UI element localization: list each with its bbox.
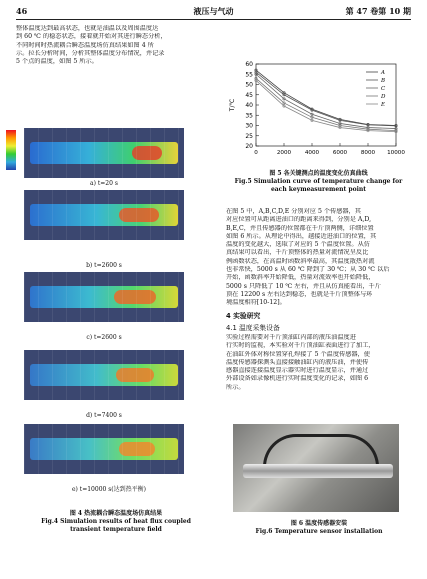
caption-en: each keymeasurement point — [270, 186, 367, 193]
text-line: 不同时间时热流耦合瞬态温度场仿真结果如图 4 所 — [16, 41, 154, 49]
text-line: 温度传感器探测头直接接触油缸内的液压油，并使传 — [226, 358, 369, 366]
text-line: 所示。 — [226, 383, 245, 391]
y-tick-label: 45 — [245, 91, 253, 99]
text-line: 例函数状态，在高温时函数斜率最高，其温度散热对流 — [226, 257, 375, 265]
subcaption-e: e) t=10000 s(达到热平衡) — [72, 486, 146, 493]
y-tick-label: 40 — [245, 102, 253, 109]
caption-cn: 图 4 热流耦合瞬态温度场仿真结果 — [69, 510, 163, 517]
y-tick-label: 30 — [245, 122, 253, 130]
text-line: 如图 6 所示。从理论中得出，越接近进油口的位置，其 — [226, 232, 377, 240]
text-line: 行实时的监视，本实验对千斤顶油缸表面进行了加工， — [226, 342, 375, 350]
text-line: 开始，函数斜率开始降低，热量对流效率也开始降低， — [226, 274, 375, 282]
journal-name: 液压与气动 — [193, 6, 234, 16]
text-line: 外部设备如录像机进行实时温度变化的记录，如图 6 — [226, 375, 369, 383]
text-line: 5 个点的温度，如图 5 所示。 — [16, 58, 98, 66]
legend-label: E — [381, 102, 386, 108]
temperature-chart — [222, 58, 412, 168]
series-line-D — [256, 78, 396, 130]
x-tick-label: 4000 — [304, 150, 320, 156]
plot-frame — [256, 64, 396, 146]
text-line: 真结果可以看出，千斤顶整体的热量对流情况呈反比 — [226, 249, 369, 257]
y-tick-label: 55 — [245, 71, 253, 79]
page-number: 46 — [16, 6, 28, 16]
text-line: 境温度相符[10-12]。 — [226, 299, 286, 307]
caption-en: Fig.4 Simulation results of heat flux coupled — [41, 518, 191, 525]
simulation-panel-c — [24, 272, 184, 322]
text-line: 对应位置可从距离进油口的距离来得到，分别是 A,D, — [226, 216, 372, 224]
sensor-installation-photo — [233, 424, 399, 512]
x-tick-label: 10000 — [387, 150, 405, 156]
legend-label: C — [381, 86, 386, 92]
text-line: 感器直接连接温度显示器实时进行温度显示，并通过 — [226, 367, 369, 375]
y-tick-label: 20 — [245, 143, 253, 150]
figure-5-caption — [226, 170, 411, 194]
caption-en: Fig.5 Simulation curve of temperature change for — [234, 178, 403, 185]
subsection-title: 4.1 温度采集设备 — [226, 324, 280, 332]
subcaption-c: c) t=2600 s — [86, 334, 122, 341]
caption-en: transient temperature field — [70, 526, 162, 533]
caption-cn: 图 5 各关键测点的温度变化仿真曲线 — [269, 170, 368, 177]
x-tick-label: 2000 — [276, 150, 292, 156]
x-tick-label: 8000 — [360, 150, 376, 156]
figure-4-caption — [16, 510, 216, 534]
experiment-paragraph — [226, 334, 412, 392]
subcaption-a: a) t=20 s — [90, 180, 118, 187]
text-line: 实验过程需要对千斤顶油缸内部的液压油温度进 — [226, 334, 356, 341]
text-line: 示。拉长分析时间，分析其整体温度分布情况，并记录 — [16, 49, 165, 57]
colorbar-legend — [6, 130, 16, 170]
simulation-panel-d — [24, 350, 184, 400]
legend-label: B — [381, 78, 386, 84]
y-tick-label: 60 — [245, 61, 253, 68]
legend-label: A — [381, 70, 385, 76]
text-line: 顶在 12200 s 左右达到稳态，也就是千斤顶整体与环 — [226, 290, 373, 298]
left-intro-paragraph — [16, 25, 216, 66]
simulation-panel-b — [24, 190, 184, 240]
subcaption-d: d) t=7400 s — [86, 412, 122, 419]
header-rule — [16, 19, 411, 20]
y-tick-label: 35 — [245, 112, 253, 120]
text-line: 在图 5 中，A,B,C,D,E 分别对应 5 个传感器，其 — [226, 208, 361, 215]
right-body-paragraph — [226, 208, 412, 308]
caption-cn: 图 6 温度传感器安装 — [290, 520, 348, 527]
text-line: 在油缸外体对称位置穿孔焊接了 5 个温度传感器，使 — [226, 350, 370, 358]
caption-en: Fig.6 Temperature sensor installation — [255, 528, 383, 535]
legend-label: D — [381, 94, 386, 100]
issue-label: 第 47 卷第 10 期 — [345, 6, 411, 16]
y-tick-label: 50 — [245, 81, 253, 89]
simulation-panel-e — [24, 424, 184, 474]
text-line: 温度的变化越大，选取了对应的 5 个温度位置。从仿 — [226, 241, 370, 249]
simulation-panel-a — [24, 128, 184, 178]
section-title: 4 实验研究 — [226, 312, 261, 320]
series-line-C — [256, 74, 396, 128]
y-tick-label: 25 — [245, 132, 253, 140]
running-header — [16, 6, 411, 18]
text-line: 到 60 ℃ 的稳态状态，接着就开始对其进行瞬态分析， — [16, 33, 167, 41]
figure-6-caption — [226, 520, 412, 536]
x-tick-label: 0 — [254, 150, 258, 156]
subcaption-b: b) t=2600 s — [86, 262, 122, 269]
text-line: 整体温度达到最高状态，也就是油温以及周围温度达 — [16, 25, 159, 32]
x-tick-label: 6000 — [332, 150, 348, 156]
series-line-A — [256, 70, 396, 125]
text-line: 5000 s 只降低了 10 ℃ 左右，并且从仿真能看出，千斤 — [226, 282, 381, 290]
text-line: B,E,C，并且传感器的位置都在千斤顶两侧，详细位置 — [226, 224, 374, 232]
text-line: 也非常快，5000 s 从 60 ℃ 降到了 30 ℃；从 30 ℃ 以后 — [226, 266, 390, 274]
y-axis-label: T/℃ — [229, 98, 236, 112]
